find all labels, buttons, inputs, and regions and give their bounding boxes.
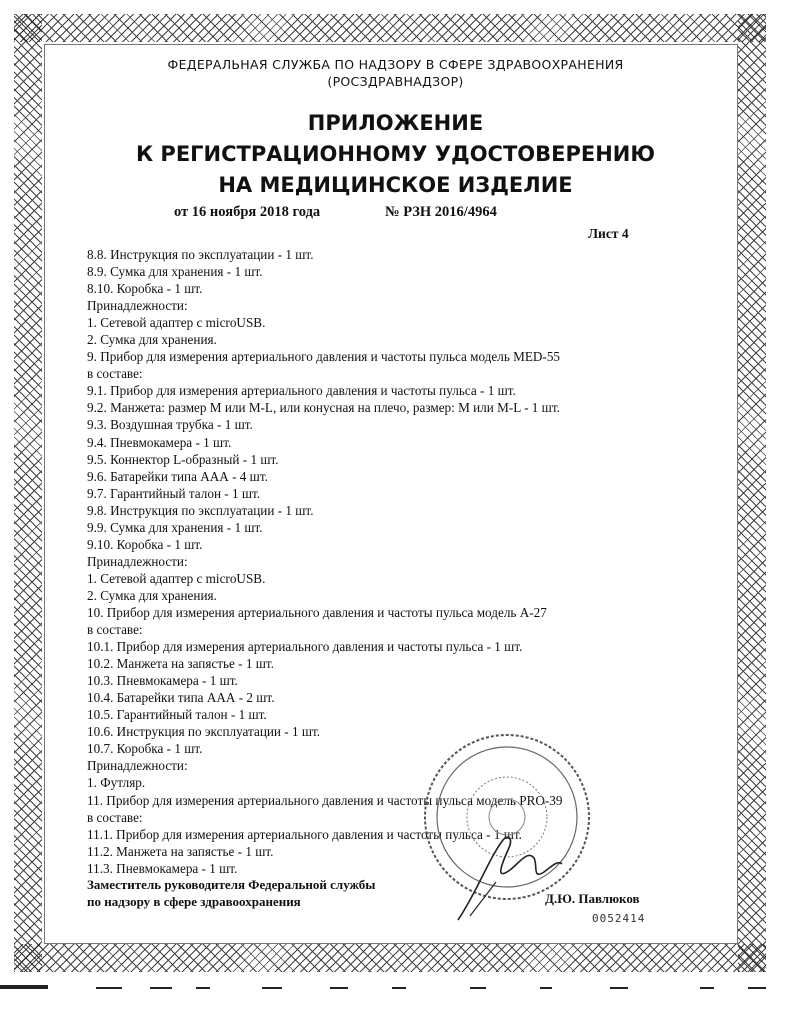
title-line-3: НА МЕДИЦИНСКОЕ ИЗДЕЛИЕ <box>218 173 573 197</box>
body-line: 8.8. Инструкция по эксплуатации - 1 шт. <box>87 247 314 262</box>
border-pattern-top <box>14 14 766 42</box>
body-line: 11.1. Прибор для измерения артериального давления и частоты пульса - 1 шт. <box>87 826 522 842</box>
form-serial-number: 0052414 <box>592 912 646 925</box>
body-line: 11.3. Пневмокамера - 1 шт. <box>87 860 238 876</box>
body-line: 9.5. Коннектор L-образный - 1 шт. <box>87 451 279 467</box>
body-line: 9.6. Батарейки типа ААА - 4 шт. <box>87 468 268 484</box>
title-line-2: К РЕГИСТРАЦИОННОМУ УДОСТОВЕРЕНИЮ <box>135 142 656 166</box>
agency-name: ФЕДЕРАЛЬНАЯ СЛУЖБА ПО НАДЗОРУ В СФЕРЕ ЗДРАВООХРАНЕНИЯ <box>167 57 624 72</box>
body-line: 9.2. Манжета: размер М или М-L, или конусная на плечо, размер: М или М-L - 1 шт. <box>87 400 560 416</box>
document-title <box>60 108 731 201</box>
signer-title-line-1: Заместитель руководителя Федеральной службы <box>87 877 376 892</box>
body-line: 9.1. Прибор для измерения артериального давления и частоты пульса - 1 шт. <box>87 383 516 399</box>
body-line: в составе: <box>87 809 143 825</box>
body-line: 1. Сетевой адаптер с microUSB. <box>87 570 266 586</box>
title-line-1: ПРИЛОЖЕНИЕ <box>307 111 484 135</box>
body-line: 9. Прибор для измерения артериального давления и частоты пульса модель MED-55 <box>87 349 561 365</box>
body-line: 9.9. Сумка для хранения - 1 шт. <box>87 519 263 535</box>
body-line: 9.4. Пневмокамера - 1 шт. <box>87 434 232 450</box>
sheet-number: Лист 4 <box>588 226 629 241</box>
issue-date: от 16 ноября 2018 года <box>174 204 321 220</box>
body-line: 10. Прибор для измерения артериального давления и частоты пульса модель A-27 <box>87 604 547 620</box>
agency-abbreviation: (РОСЗДРАВНАДЗОР) <box>327 74 464 89</box>
body-line: Принадлежности: <box>87 298 188 314</box>
body-line: 1. Футляр. <box>87 775 146 791</box>
body-line: 2. Сумка для хранения. <box>87 587 217 603</box>
agency-header <box>60 56 731 90</box>
body-line: 11.2. Манжета на запястье - 1 шт. <box>87 843 274 859</box>
signer-name: Д.Ю. Павлюков <box>545 891 640 906</box>
body-line: 8.9. Сумка для хранения - 1 шт. <box>87 264 263 280</box>
body-line: в составе: <box>87 366 143 382</box>
signer-title-line-2: по надзору в сфере здравоохранения <box>87 894 301 909</box>
body-line: 10.6. Инструкция по эксплуатации - 1 шт. <box>87 724 321 740</box>
scan-artifact-marks <box>0 984 791 994</box>
border-pattern-right <box>738 14 766 972</box>
body-line: 9.10. Коробка - 1 шт. <box>87 536 203 552</box>
body-line: 1. Сетевой адаптер с microUSB. <box>87 315 266 331</box>
body-line: 11. Прибор для измерения артериального давления и частоты пульса модель PRO-39 <box>87 792 563 808</box>
body-line: 8.10. Коробка - 1 шт. <box>87 281 203 297</box>
body-line: в составе: <box>87 622 143 638</box>
border-pattern-left <box>14 14 42 972</box>
body-line: 10.5. Гарантийный талон - 1 шт. <box>87 707 267 723</box>
body-line: 9.7. Гарантийный талон - 1 шт. <box>87 485 261 501</box>
body-line: 10.4. Батарейки типа ААА - 2 шт. <box>87 690 275 706</box>
handwritten-signature <box>448 820 568 930</box>
body-line: 2. Сумка для хранения. <box>87 332 217 348</box>
body-line: 9.8. Инструкция по эксплуатации - 1 шт. <box>87 502 314 518</box>
body-line: 10.7. Коробка - 1 шт. <box>87 741 203 757</box>
body-line: Принадлежности: <box>87 758 188 774</box>
body-line: 10.1. Прибор для измерения артериального давления и частоты пульса - 1 шт. <box>87 639 523 655</box>
body-line: 10.3. Пневмокамера - 1 шт. <box>87 673 238 689</box>
body-line: 10.2. Манжета на запястье - 1 шт. <box>87 656 274 672</box>
border-pattern-bottom <box>14 944 766 972</box>
signer-title <box>87 876 375 910</box>
registration-number: № РЗН 2016/4964 <box>385 204 497 220</box>
body-line: 9.3. Воздушная трубка - 1 шт. <box>87 417 253 433</box>
body-line: Принадлежности: <box>87 553 188 569</box>
